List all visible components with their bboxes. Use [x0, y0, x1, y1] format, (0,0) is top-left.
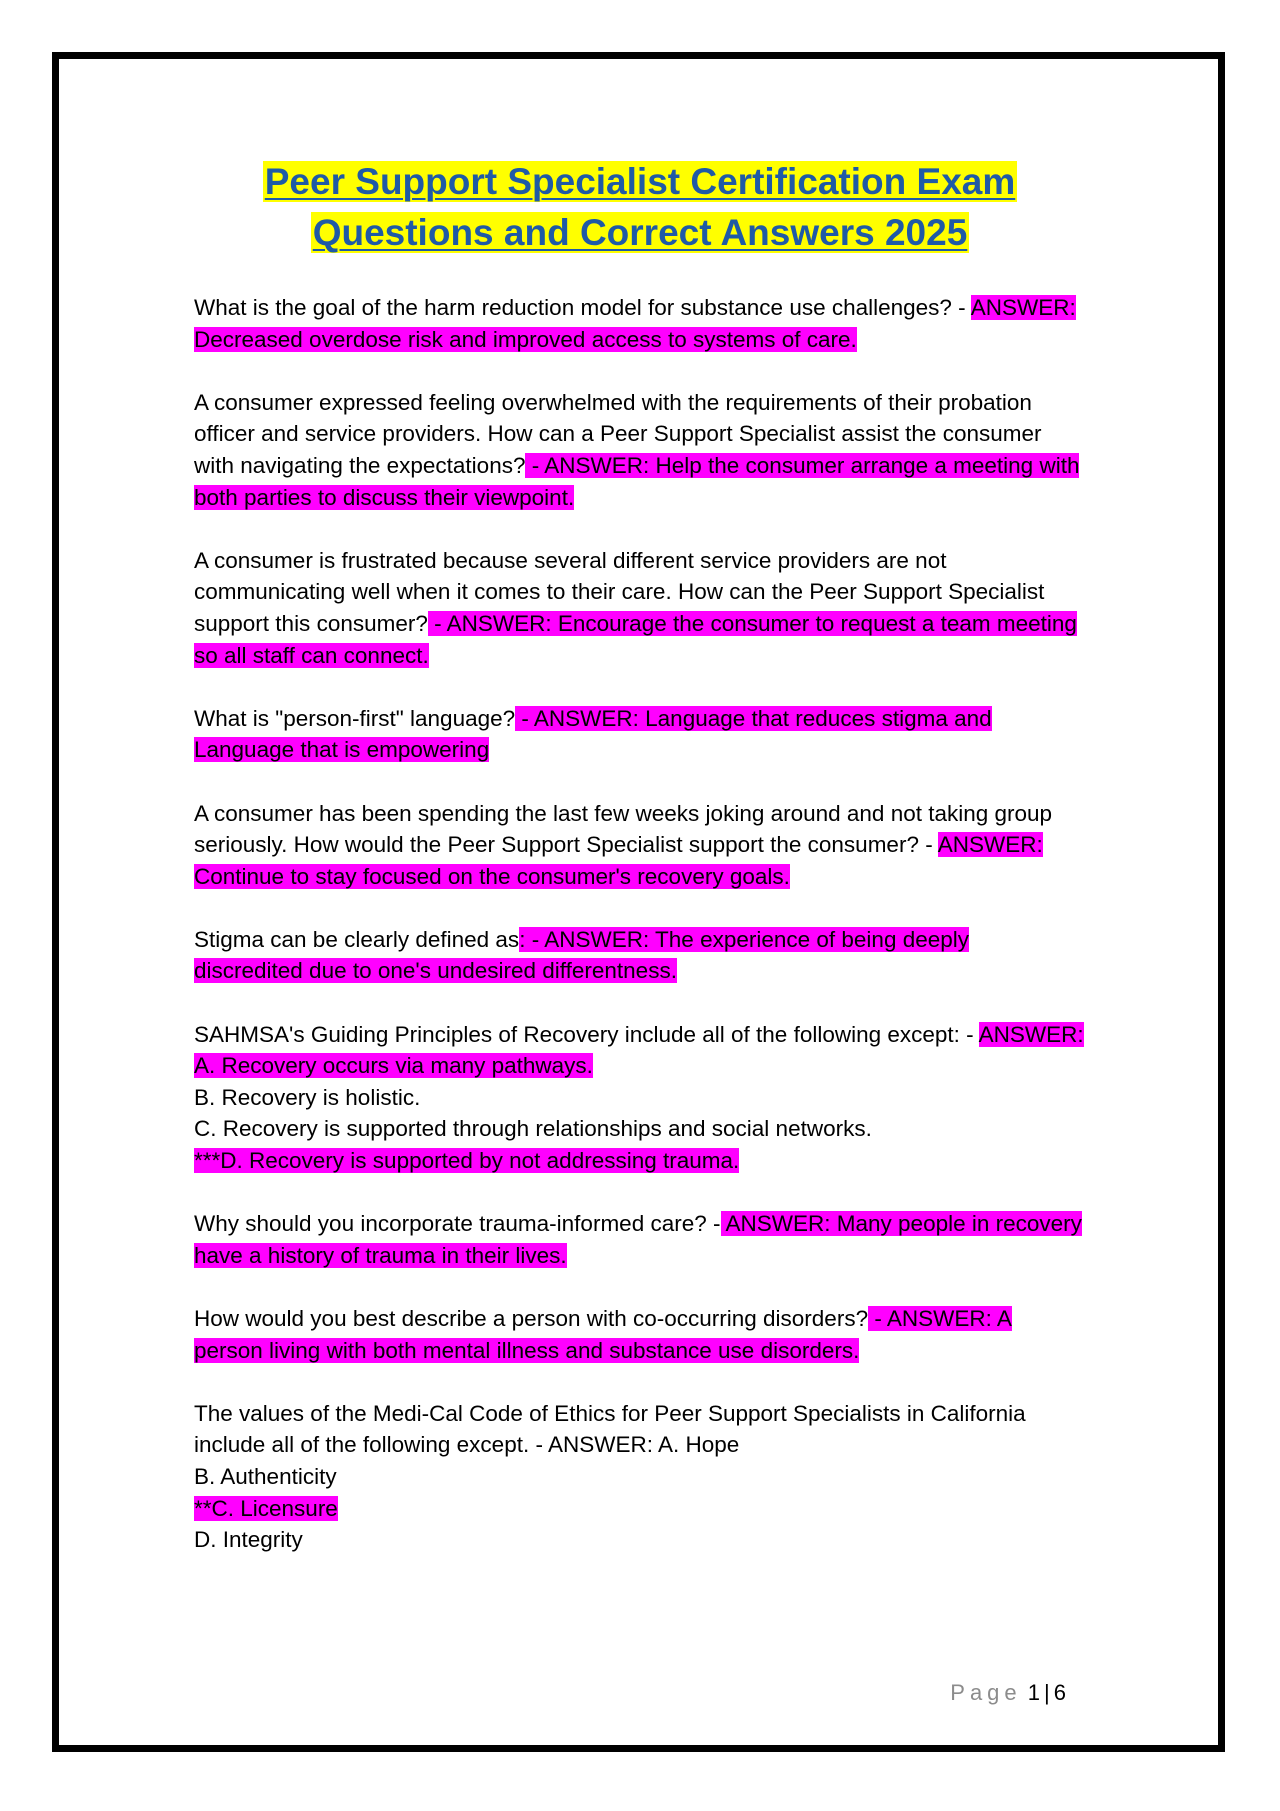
question-text: What is the goal of the harm reduction model for substance use challenges? - [194, 295, 966, 320]
document-title [0, 156, 1280, 258]
answer-text: : - ANSWER: The experience of being deeply discredited due to one's undesired differentness. [194, 926, 970, 984]
question-text: A consumer has been spending the last few weeks joking around and not taking group seriously. How would the Peer Support Specialist support the consumer? - [194, 800, 1053, 858]
answer-text: ANSWER: Continue to stay focused on the consumer's recovery goals. [194, 832, 1043, 889]
qa-item [194, 924, 1084, 987]
qa-item [194, 292, 1084, 355]
qa-item [194, 545, 1084, 671]
answer-option-c: C. Recovery is supported through relationships and social networks. [194, 1116, 872, 1142]
qa-item [194, 1208, 1084, 1271]
answer-option-c-correct: **C. Licensure [194, 1495, 338, 1521]
answer-text: - ANSWER: Encourage the consumer to request a team meeting so all staff can connect. [194, 610, 1077, 668]
answer-text: ANSWER: Many people in recovery have a history of trauma in their lives. [194, 1211, 1082, 1268]
page-total: 6 [1053, 1680, 1066, 1705]
qa-item [194, 703, 1084, 766]
answer-option-a: ANSWER: A. Recovery occurs via many pathways. [194, 1021, 1084, 1079]
answer-text: - ANSWER: Language that reduces stigma and Language that is empowering [194, 705, 992, 763]
qa-item [194, 798, 1084, 893]
answer-option-d-correct: ***D. Recovery is supported by not addressing trauma. [194, 1148, 740, 1174]
title-line-1: Peer Support Specialist Certification Exam [264, 161, 1016, 202]
page-label: Page [950, 1680, 1022, 1705]
answer-text: ANSWER: Decreased overdose risk and improved access to systems of care. [194, 295, 1076, 352]
page-current: 1 [1027, 1680, 1041, 1705]
qa-item-multiple-choice [194, 1398, 1084, 1556]
question-text: How would you best describe a person with co-occurring disorders? [194, 1306, 869, 1331]
qa-item-multiple-choice [194, 1019, 1084, 1177]
question-text: The values of the Medi-Cal Code of Ethics for Peer Support Specialists in California include all of the following except. - ANSWER: A. Hope [194, 1400, 1026, 1458]
answer-option-b: B. Recovery is holistic. [194, 1084, 421, 1110]
answer-option-d: D. Integrity [194, 1527, 303, 1553]
question-text: SAHMSA's Guiding Principles of Recovery include all of the following except: - [194, 1021, 974, 1047]
answer-option-b: B. Authenticity [194, 1463, 337, 1489]
qa-content [194, 292, 1084, 1587]
qa-item [194, 1303, 1084, 1366]
answer-text: - ANSWER: Help the consumer arrange a meeting with both parties to discuss their viewpoint. [194, 452, 1080, 510]
question-text: What is "person-first" language? [194, 705, 516, 731]
qa-item [194, 387, 1084, 513]
question-text: A consumer expressed feeling overwhelmed with the requirements of their probation officer and service providers. How can a Peer Support Specialist assist the consumer with navigating the expectations? [194, 389, 1042, 478]
question-text: Stigma can be clearly defined as [194, 926, 520, 952]
title-line-2: Questions and Correct Answers 2025 [312, 212, 968, 253]
page-number [950, 1680, 1066, 1706]
page-separator: | [1044, 1680, 1050, 1705]
answer-text: - ANSWER: A person living with both mental illness and substance use disorders. [194, 1306, 1012, 1363]
question-text: A consumer is frustrated because several different service providers are not communicating well when it comes to their care. How can the Peer Support Specialist support this consumer? [194, 547, 1045, 636]
question-text: Why should you incorporate trauma-informed care? - [194, 1211, 721, 1237]
